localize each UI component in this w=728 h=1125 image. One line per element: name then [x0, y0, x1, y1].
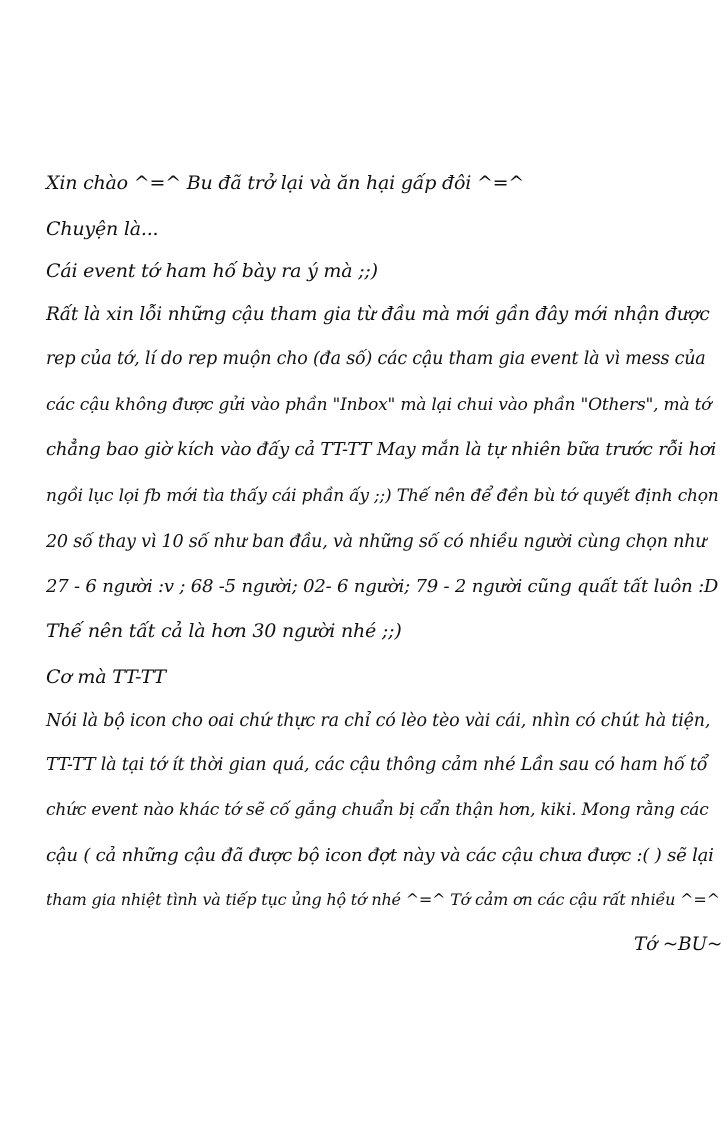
letter-line: TT-TT là tại tớ ít thời gian quá, các cậu thông cảm nhé Lần sau có ham hố tổ — [46, 755, 708, 775]
letter-line: chẳng bao giờ kích vào đấy cả TT-TT May mắn là tự nhiên bữa trước rỗi hơi — [46, 439, 717, 460]
letter-line: Cơ mà TT-TT — [46, 666, 166, 688]
letter-line: tham gia nhiệt tình và tiếp tục ủng hộ tớ nhé ^=^ Tớ cảm ơn các cậu rất nhiều ^=^ — [46, 890, 720, 909]
letter-line: Rất là xin lỗi những cậu tham gia từ đầu mà mới gần đây mới nhận được — [46, 304, 710, 325]
letter-line: rep của tớ, lí do rep muộn cho (đa số) các cậu tham gia event là vì mess của — [46, 349, 706, 369]
letter-line-greeting: Xin chào ^=^ Bu đã trở lại và ăn hại gấp đôi ^=^ — [46, 172, 525, 194]
letter-line: Thế nên tất cả là hơn 30 người nhé ;;) — [46, 620, 402, 642]
letter-line: Chuyện là... — [46, 218, 159, 240]
letter-line: cậu ( cả những cậu đã được bộ icon đợt này và các cậu chưa được :( ) sẽ lại — [46, 845, 714, 866]
letter-line: 27 - 6 người :v ; 68 -5 người; 02- 6 người; 79 - 2 người cũng quất tất luôn :D — [46, 576, 719, 597]
letter-line: các cậu không được gửi vào phần "Inbox" mà lại chui vào phần "Others", mà tớ — [46, 395, 712, 415]
letter-signature: Tớ ~BU~ — [634, 934, 723, 955]
letter-line: Cái event tớ ham hố bày ra ý mà ;;) — [46, 260, 378, 282]
letter-line: ngồi lục lọi fb mới tìa thấy cái phần ấy ;;) Thế nên để đền bù tớ quyết định chọn — [46, 486, 719, 506]
letter-line: Nói là bộ icon cho oai chứ thực ra chỉ có lèo tèo vài cái, nhìn có chút hà tiện, — [46, 711, 711, 731]
letter-line: 20 số thay vì 10 số như ban đầu, và những số có nhiều người cùng chọn như — [46, 532, 707, 552]
letter-line: chức event nào khác tớ sẽ cố gắng chuẩn bị cẩn thận hơn, kiki. Mong rằng các — [46, 800, 709, 820]
